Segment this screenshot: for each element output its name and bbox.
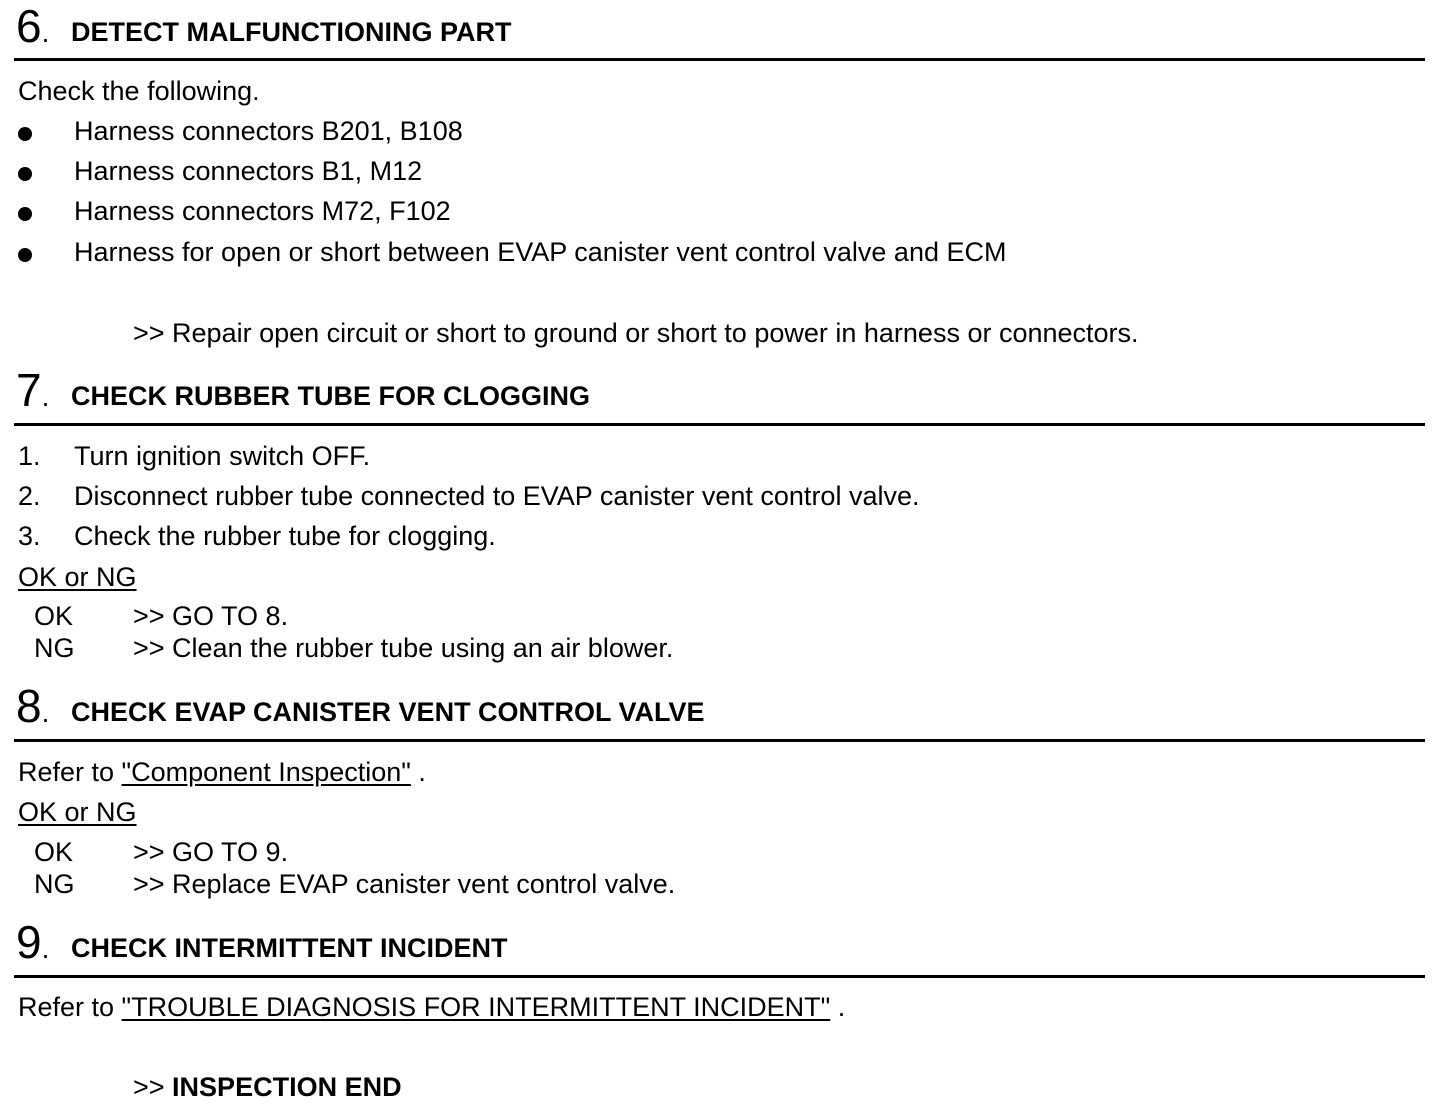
step-8-refer-suffix: . xyxy=(410,757,426,787)
step-6-title: DETECT MALFUNCTIONING PART xyxy=(71,17,512,47)
bullet-icon xyxy=(18,127,32,141)
step-9-title: CHECK INTERMITTENT INCIDENT xyxy=(71,933,508,963)
step-7-ng-action: >> Clean the rubber tube using an air blower. xyxy=(133,633,674,663)
bullet-icon xyxy=(18,167,32,181)
step-6-intro: Check the following. xyxy=(18,76,260,106)
step-8-ng-label: NG xyxy=(34,869,75,899)
step-7-item-2-number: 2. xyxy=(18,481,41,511)
step-6-header xyxy=(14,0,1425,54)
step-6-action: >> Repair open circuit or short to ground or short to power in harness or connectors. xyxy=(133,318,1139,348)
step-8-result-heading: OK or NG xyxy=(18,797,137,827)
step-6-bullet-2: Harness connectors B1, M12 xyxy=(74,156,423,186)
intermittent-incident-link[interactable]: "TROUBLE DIAGNOSIS FOR INTERMITTENT INCIDENT" xyxy=(121,992,831,1022)
step-8-title: CHECK EVAP CANISTER VENT CONTROL VALVE xyxy=(71,697,705,727)
step-8-ok-label: OK xyxy=(34,837,74,867)
step-8-refer xyxy=(18,756,426,788)
step-7-result-heading: OK or NG xyxy=(18,562,137,592)
step-7-divider xyxy=(14,423,1425,426)
inspection-end xyxy=(133,1071,402,1103)
step-7-item-1-text: Turn ignition switch OFF. xyxy=(74,441,371,471)
component-inspection-link[interactable]: "Component Inspection" xyxy=(121,757,411,787)
step-9-divider xyxy=(14,975,1425,978)
step-6-bullet-3: Harness connectors M72, F102 xyxy=(74,196,451,226)
step-6-divider xyxy=(14,58,1425,61)
inspection-end-text: INSPECTION END xyxy=(172,1072,402,1102)
step-9-refer-suffix: . xyxy=(830,992,846,1022)
step-8-refer-prefix: Refer to xyxy=(18,757,122,787)
step-6-number: 6. xyxy=(16,0,50,52)
step-9-header xyxy=(14,916,1425,970)
step-9-number: 9. xyxy=(16,916,50,968)
step-7-item-3-text: Check the rubber tube for clogging. xyxy=(74,521,496,551)
step-6-bullet-4: Harness for open or short between EVAP canister vent control valve and ECM xyxy=(74,237,1007,267)
step-9-refer-prefix: Refer to xyxy=(18,992,122,1022)
step-7-number: 7. xyxy=(16,364,50,416)
step-7-item-1-number: 1. xyxy=(18,441,41,471)
step-7-ng-label: NG xyxy=(34,633,75,663)
step-6-bullet-1: Harness connectors B201, B108 xyxy=(74,116,463,146)
step-8-number: 8. xyxy=(16,680,50,732)
bullet-icon xyxy=(18,207,32,221)
step-7-title: CHECK RUBBER TUBE FOR CLOGGING xyxy=(71,381,590,411)
step-7-header xyxy=(14,364,1425,418)
step-9-refer xyxy=(18,991,845,1023)
step-7-item-2-text: Disconnect rubber tube connected to EVAP canister vent control valve. xyxy=(74,481,920,511)
step-8-header xyxy=(14,680,1425,734)
step-8-divider xyxy=(14,739,1425,742)
step-7-ok-label: OK xyxy=(34,601,74,631)
step-8-ng-action: >> Replace EVAP canister vent control valve. xyxy=(133,869,676,899)
step-7-ok-action: >> GO TO 8. xyxy=(133,601,289,631)
step-8-ok-action: >> GO TO 9. xyxy=(133,837,289,867)
step-7-item-3-number: 3. xyxy=(18,521,41,551)
inspection-end-prefix: >> xyxy=(133,1072,173,1102)
bullet-icon xyxy=(18,248,32,262)
